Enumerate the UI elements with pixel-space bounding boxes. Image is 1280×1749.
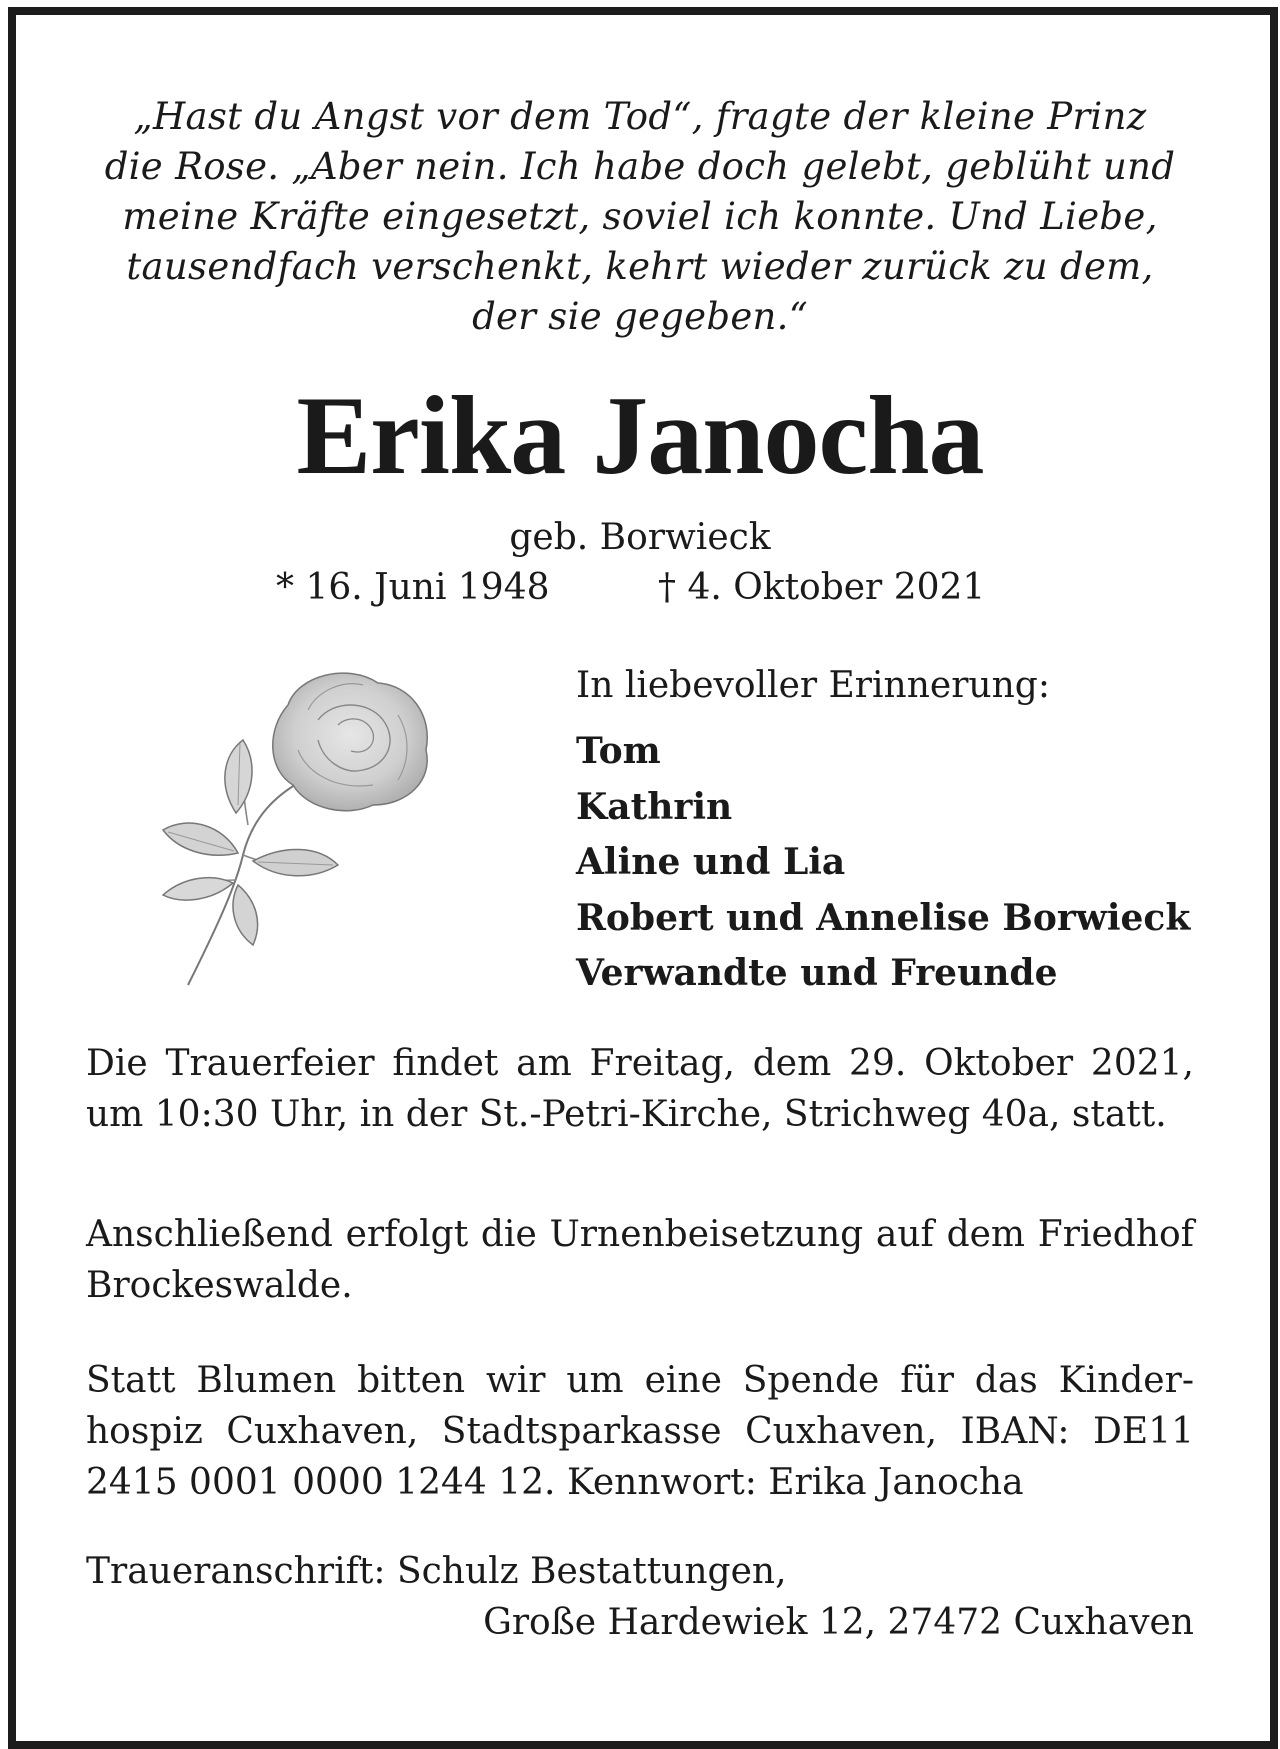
deceased-name: Erika Janocha [296,374,984,498]
donation-text: Statt Blumen bitten wir um eine Spende für das Kinderhospiz Cuxhaven, Stadtsparkasse Cuxhaven, IBAN: DE11 2415 0001 0000 1244 12. Kennwort: Erika Janocha [86,1360,1194,1503]
mourning-address-line-2: Große Hardewiek 12, 27472 Cuxhaven [483,1602,1194,1643]
quote-line: tausendfach verschenkt, kehrt wieder zurück zu dem, [126,245,1154,288]
quote-line: die Rose. „Aber nein. Ich habe doch gelebt, geblüht und [104,145,1176,188]
quote-block [60,92,1220,342]
mourner-name: Verwandte und Freunde [576,952,1058,994]
mourner-name: Aline und Lia [576,841,846,883]
quote-line: meine Kräfte eingesetzt, soviel ich konnte. Und Liebe, [122,195,1158,238]
birth-date: * 16. Juni 1948 [276,567,550,608]
rose-icon [148,665,468,995]
mourning-address-line-1: Traueranschrift: Schulz Bestattungen, [86,1551,787,1592]
mourner-name: Tom [576,730,661,772]
funeral-service-text: Die Trauerfeier findet am Freitag, dem 29. Oktober 2021, um 10:30 Uhr, in der St.-Petri-Kirche, Strichweg 40a, statt. [86,1043,1194,1135]
quote-line: „Hast du Angst vor dem Tod“, fragte der kleine Prinz [133,95,1147,138]
memory-label: In liebevoller Erinnerung: [576,665,1050,706]
quote-line: der sie gegeben.“ [472,295,808,338]
mourner-name: Robert und Annelise Borwieck [576,896,1191,939]
mourner-list [576,724,1190,1002]
burial-text: Anschließend erfolgt die Urnenbeisetzung auf dem Friedhof Brockeswalde. [86,1214,1194,1306]
death-date: † 4. Oktober 2021 [658,567,986,608]
mourner-name: Kathrin [576,785,733,828]
maiden-name: geb. Borwieck [509,517,771,558]
